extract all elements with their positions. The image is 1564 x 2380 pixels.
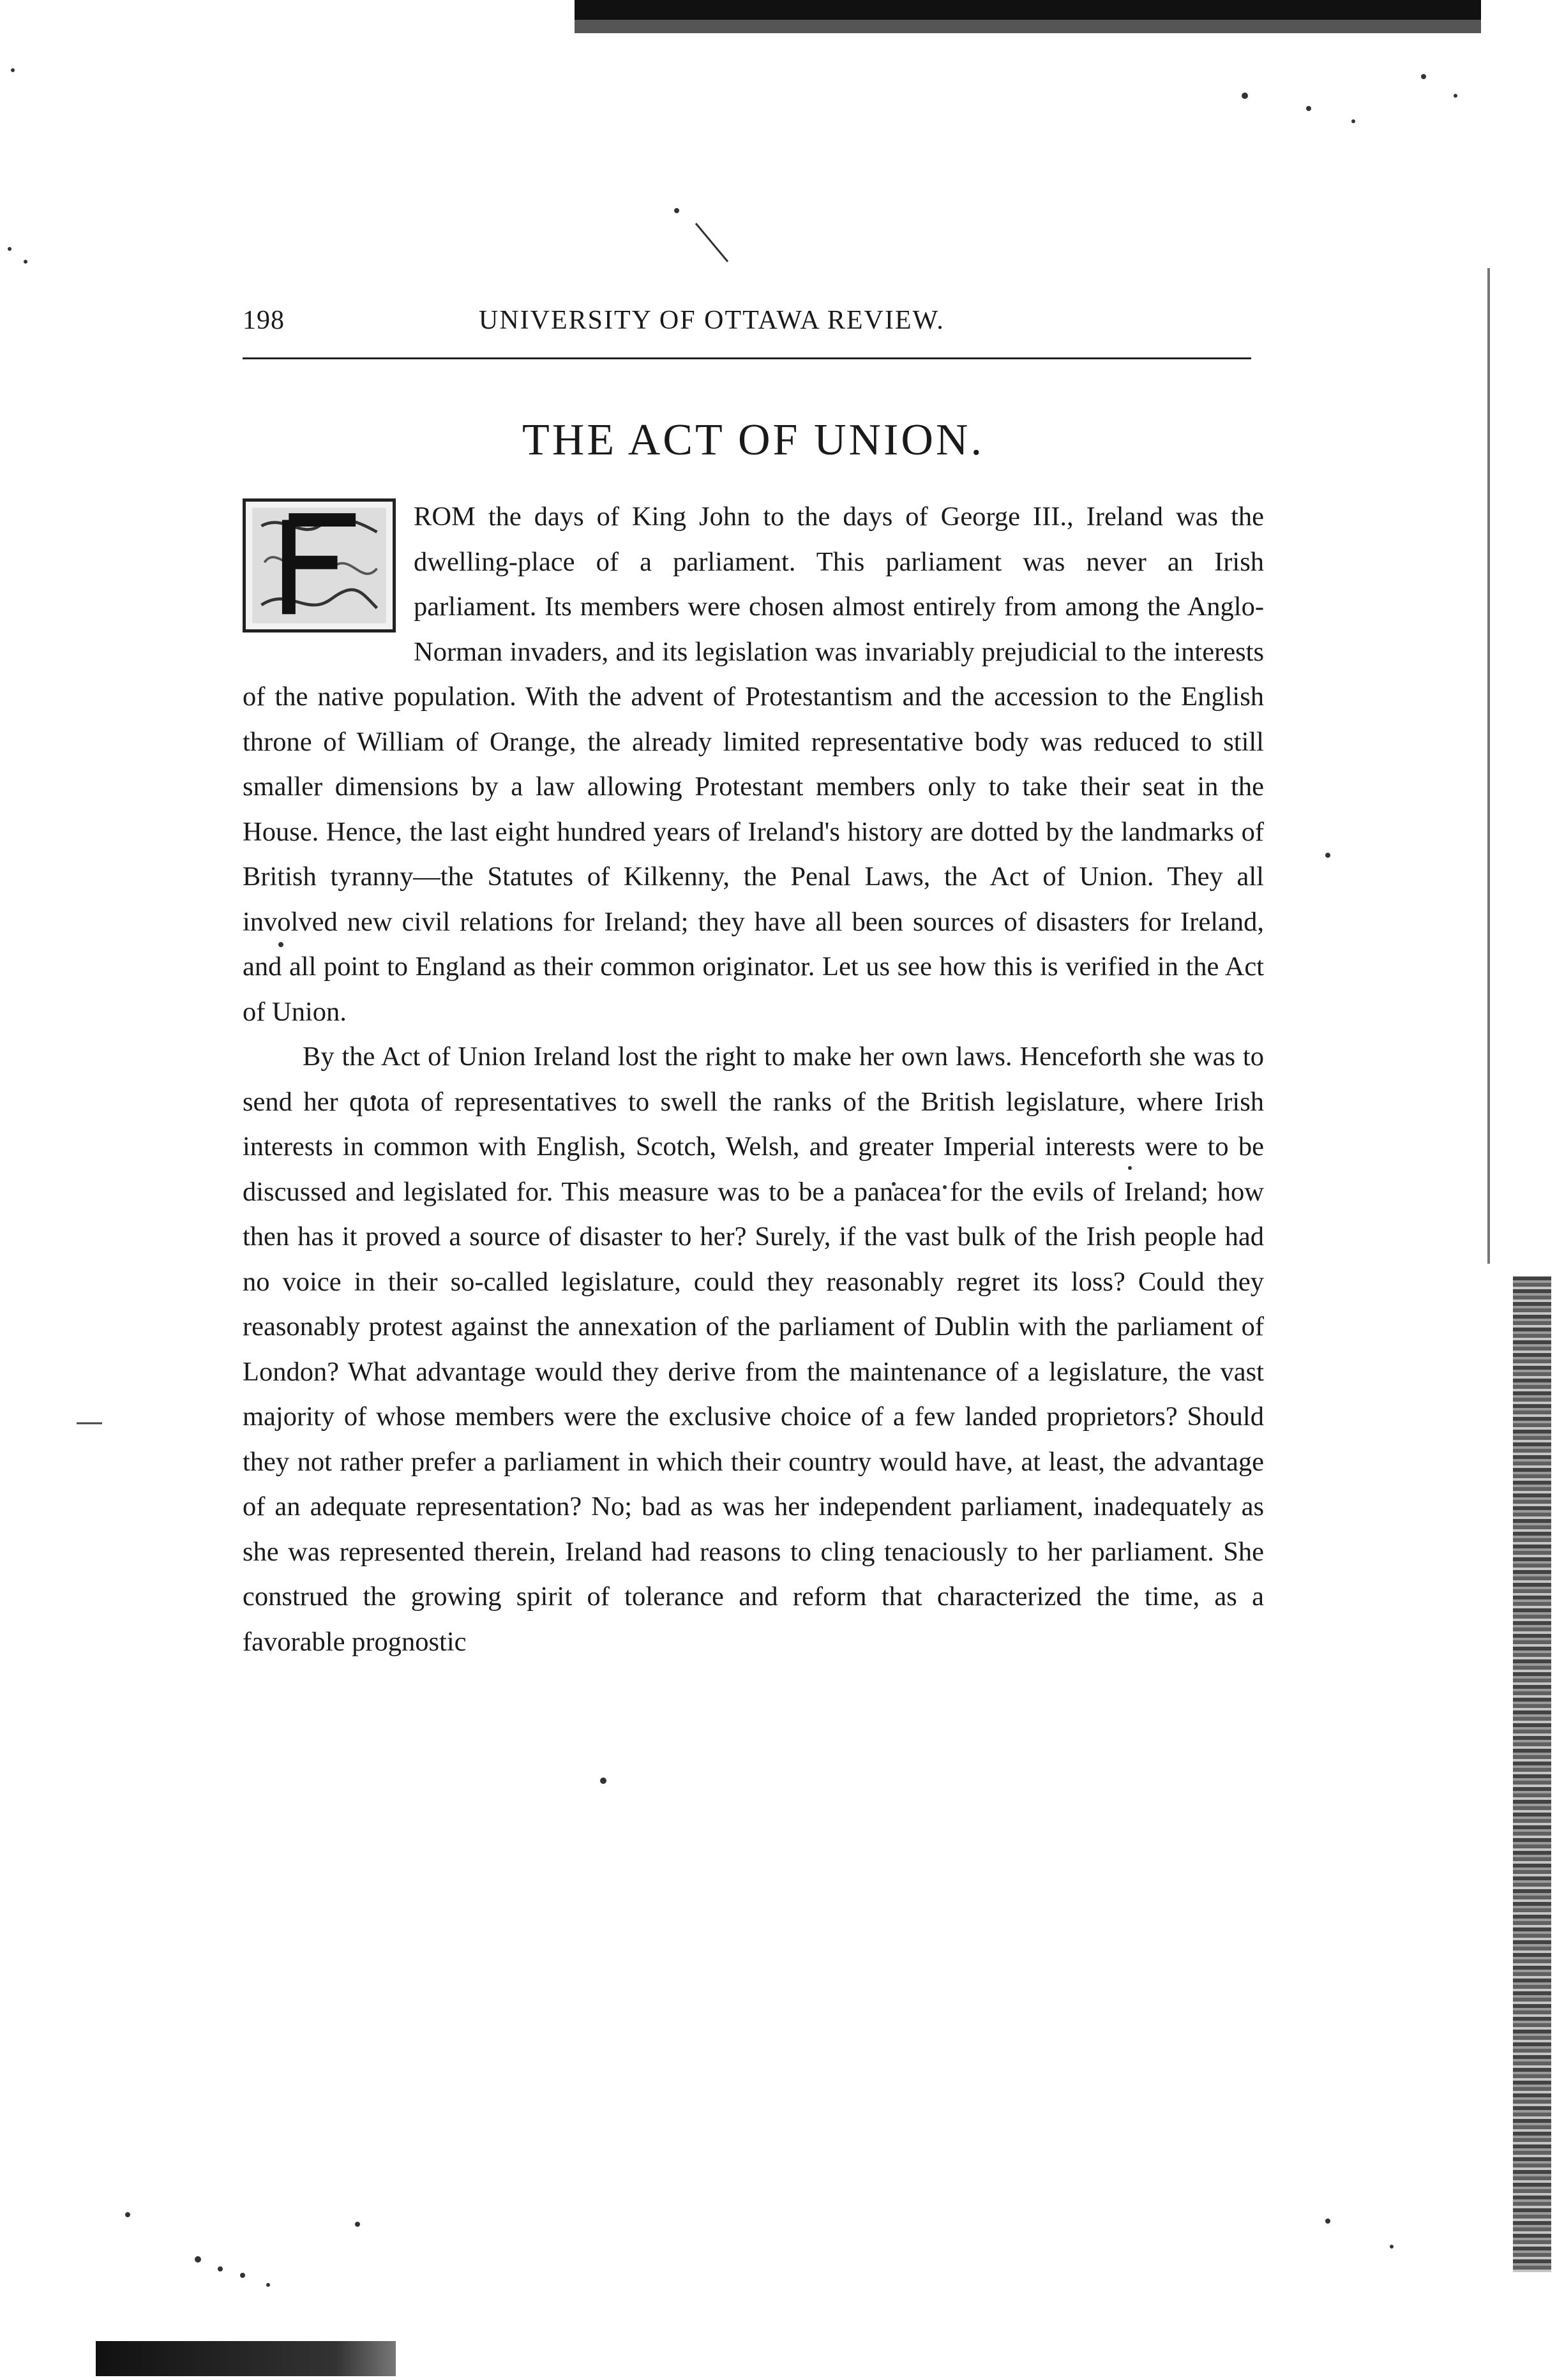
page-number: 198 xyxy=(243,306,285,335)
running-head xyxy=(243,305,1270,343)
article-body xyxy=(243,495,1264,1665)
ornamental-drop-cap xyxy=(243,498,396,632)
header-rule xyxy=(243,357,1251,359)
paragraph: By the Act of Union Ireland lost the right to make her own laws. Henceforth she was to send her quota of representatives to swell the ranks of the British legislature, where Irish interests in common with English, Scotch, Welsh, and greater Imperial interests were to be discussed and legislated for. This measure was to be a panacea for the evils of Ireland; how then has it proved a source of disaster to her? Surely, if the vast bulk of the Irish people had no voice in their so-called legislature, could they reasonably regret its loss? Could they reasonably protest against the annexation of the parliament of Dublin with the parliament of London? What advantage would they derive from the maintenance of a legislature, the vast majority of whose members were the exclusive choice of a few landed proprietors? Should they not rather prefer a parliament in which their country would have, at least, the advantage of an adequate representation? No; bad as was her independent parliament, inadequately as she was represented therein, Ireland had reasons to cling tenaciously to her parliament. She construed the growing spirit of tolerance and reform that characterized the time, as a favorable prognostic xyxy=(243,1042,1264,1657)
scan-border-bottom xyxy=(96,2341,396,2376)
paragraph: ROM the days of King John to the days of George III., Ireland was the dwelling-place of a parliament. This parliament was never an Irish parliament. Its members were chosen almost entirely from among the Anglo-Norman invaders, and its legislation was invariably prejudicial to the interests of the native population. With the advent of Protestantism and the accession to the English throne of William of Orange, the already limited representative body was reduced to still smaller dimensions by a law allowing Protestant members only to take their seat in the House. Hence, the last eight hundred years of Ireland's history are dotted by the landmarks of British tyranny—the Statutes of Kilkenny, the Penal Laws, the Act of Union. They all involved new civil relations for Ireland; they have all been sources of disasters for Ireland, and all point to England as their common originator. Let us see how this is verified in the Act of Union. xyxy=(243,502,1264,1027)
scan-border-right xyxy=(1513,1276,1551,2272)
drop-cap-letter-f-icon xyxy=(246,502,393,629)
journal-title: UNIVERSITY OF OTTAWA REVIEW. xyxy=(479,306,945,335)
article-title: THE ACT OF UNION. xyxy=(522,415,984,465)
scan-edge-rule xyxy=(1487,268,1490,1264)
